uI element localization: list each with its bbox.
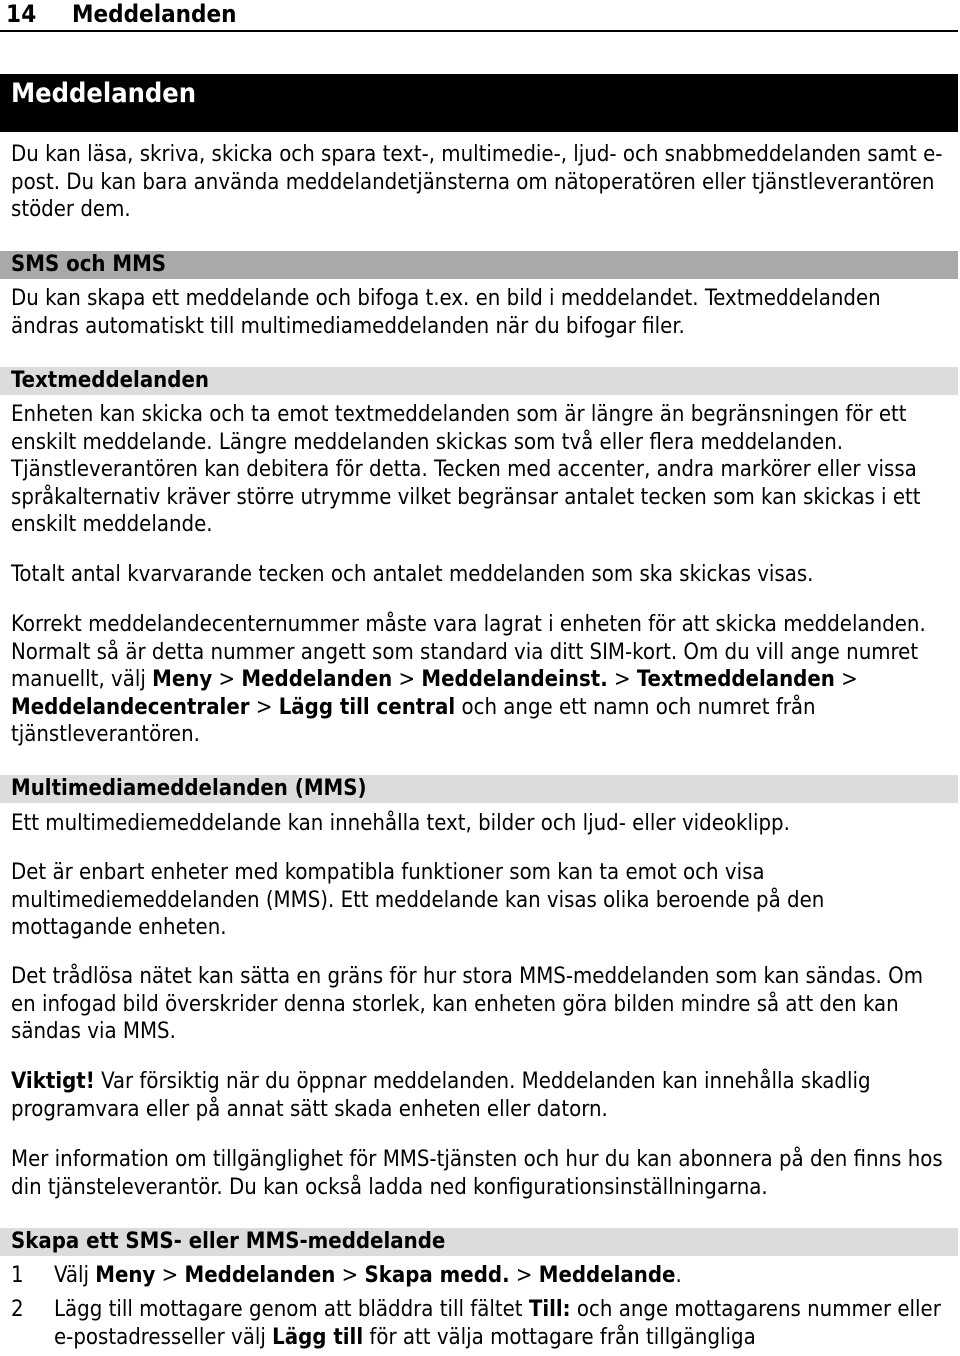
path-separator: > <box>509 1263 539 1288</box>
menu-path-item: Meny <box>95 1263 156 1288</box>
menu-path-item: Meddelanden <box>184 1263 336 1288</box>
mms-paragraph-2: Det är enbart enheter med kompatibla funktioner som kan ta emot och visa multimediemeddelanden (MMS). Ett meddelande kan visas olika beroende på den mottagande enheten. <box>11 860 825 940</box>
page-number: 14 <box>6 0 37 28</box>
mms-paragraph-1: Ett multimediemeddelande kan innehålla text, bilder och ljud- eller videoklipp. <box>11 811 790 836</box>
warning-paragraph <box>11 1068 951 1123</box>
section-heading-create <box>0 1228 958 1256</box>
menu-path-item: Meddelandeinst. <box>421 667 608 692</box>
warning-label: Viktigt! <box>11 1069 95 1094</box>
mms-paragraph-3: Det trådlösa nätet kan sätta en gräns för hur stora MMS-meddelanden som kan sändas. Om en infogad bild överskrider denna storlek, kan enheten göra bilden mindre så att den kan sändas via MMS. <box>11 964 923 1044</box>
running-title: Meddelanden <box>72 0 237 28</box>
section-heading-text: Skapa ett SMS- eller MMS-meddelande <box>11 1229 446 1254</box>
step-1 <box>11 1262 951 1290</box>
option-name: Lägg till <box>272 1324 364 1350</box>
step-text-part: Välj <box>54 1263 96 1288</box>
step-text-part: för att välja mottagare från tillgängliga <box>363 1324 756 1350</box>
step-text-part: . <box>675 1263 682 1288</box>
menu-path-item: Lägg till central <box>278 694 456 720</box>
menu-path-item: Meddelandecentraler <box>11 694 250 720</box>
section-heading-sms-mms <box>0 251 958 279</box>
intro-paragraph: Du kan läsa, skriva, skicka och spara text-, multimedie-, ljud- och snabbmeddelanden samt e-post. Du kan bara använda meddelandetjänsterna om nätoperatören eller tjänstleverantören stöder dem. <box>11 142 943 222</box>
page-header <box>0 0 958 32</box>
warning-text: Var försiktig när du öppnar meddelanden. Meddelanden kan innehålla skadlig programvara eller på annat sätt skada enheten eller datorn. <box>11 1069 871 1122</box>
path-separator: > <box>392 667 422 692</box>
path-separator: > <box>834 667 858 692</box>
path-separator: > <box>607 667 637 692</box>
sms-mms-paragraph: Du kan skapa ett meddelande och bifoga t.ex. en bild i meddelandet. Textmeddelanden ändras automatiskt till multimediameddelanden när du bifogar filer. <box>11 286 881 339</box>
paragraph-text: Korrekt meddelandecenternummer måste vara lagrat i enheten för att skicka meddelanden. Normalt så är detta nummer angett som standard via ditt SIM-kort. Om du vill ange numret manuellt, välj <box>11 612 926 692</box>
step-text <box>54 1296 959 1351</box>
path-separator: > <box>155 1263 185 1288</box>
step-text-part: Lägg till mottagare genom att bläddra till fältet <box>54 1297 529 1322</box>
path-separator: > <box>249 694 279 720</box>
section-heading-mms <box>0 775 958 803</box>
menu-path-item: Meny <box>152 667 213 692</box>
path-separator: > <box>335 1263 365 1288</box>
mms-paragraph-5: Mer information om tillgänglighet för MMS-tjänsten och hur du kan abonnera på den finns hos din tjänsteleverantör. Du kan också ladda ned konfigurationsinställningarna. <box>11 1147 943 1200</box>
text-messages-paragraph-2: Totalt antal kvarvarande tecken och antalet meddelanden som ska skickas visas. <box>11 562 814 587</box>
menu-path-item: Textmeddelanden <box>636 667 835 692</box>
chapter-title: Meddelanden <box>11 78 197 109</box>
menu-path-item: Skapa medd. <box>364 1263 510 1288</box>
section-heading-text: SMS och MMS <box>11 252 167 277</box>
section-heading-textmeddelanden <box>0 367 958 395</box>
paragraph-text: och ange ett namn och numret från tjänstleverantören. <box>11 694 816 747</box>
path-separator: > <box>212 667 242 692</box>
step-2 <box>11 1296 951 1352</box>
text-messages-paragraph-1: Enheten kan skicka och ta emot textmeddelanden som är längre än begränsningen för ett enskilt meddelande. Längre meddelanden skickas som två eller flera meddelanden. Tjänstleverantören kan debitera för detta. Tecken med accenter, andra markörer eller vissa språkalternativ kräver större utrymme vilket begränsar antalet tecken som kan skickas i ett enskilt meddelande. <box>11 402 921 537</box>
step-number: 2 <box>11 1297 24 1322</box>
section-heading-text: Multimediameddelanden (MMS) <box>11 776 367 801</box>
step-text-part: och ange mottagarens nummer eller e-postadresseller välj <box>54 1297 941 1350</box>
chapter-title-bar <box>0 74 958 132</box>
field-name: Till: <box>528 1297 571 1322</box>
step-number: 1 <box>11 1263 24 1288</box>
step-text <box>54 1262 959 1290</box>
section-heading-text: Textmeddelanden <box>11 368 209 393</box>
menu-path-item: Meddelande <box>538 1263 676 1288</box>
menu-path-item: Meddelanden <box>241 667 393 692</box>
text-messages-paragraph-3 <box>11 611 951 749</box>
